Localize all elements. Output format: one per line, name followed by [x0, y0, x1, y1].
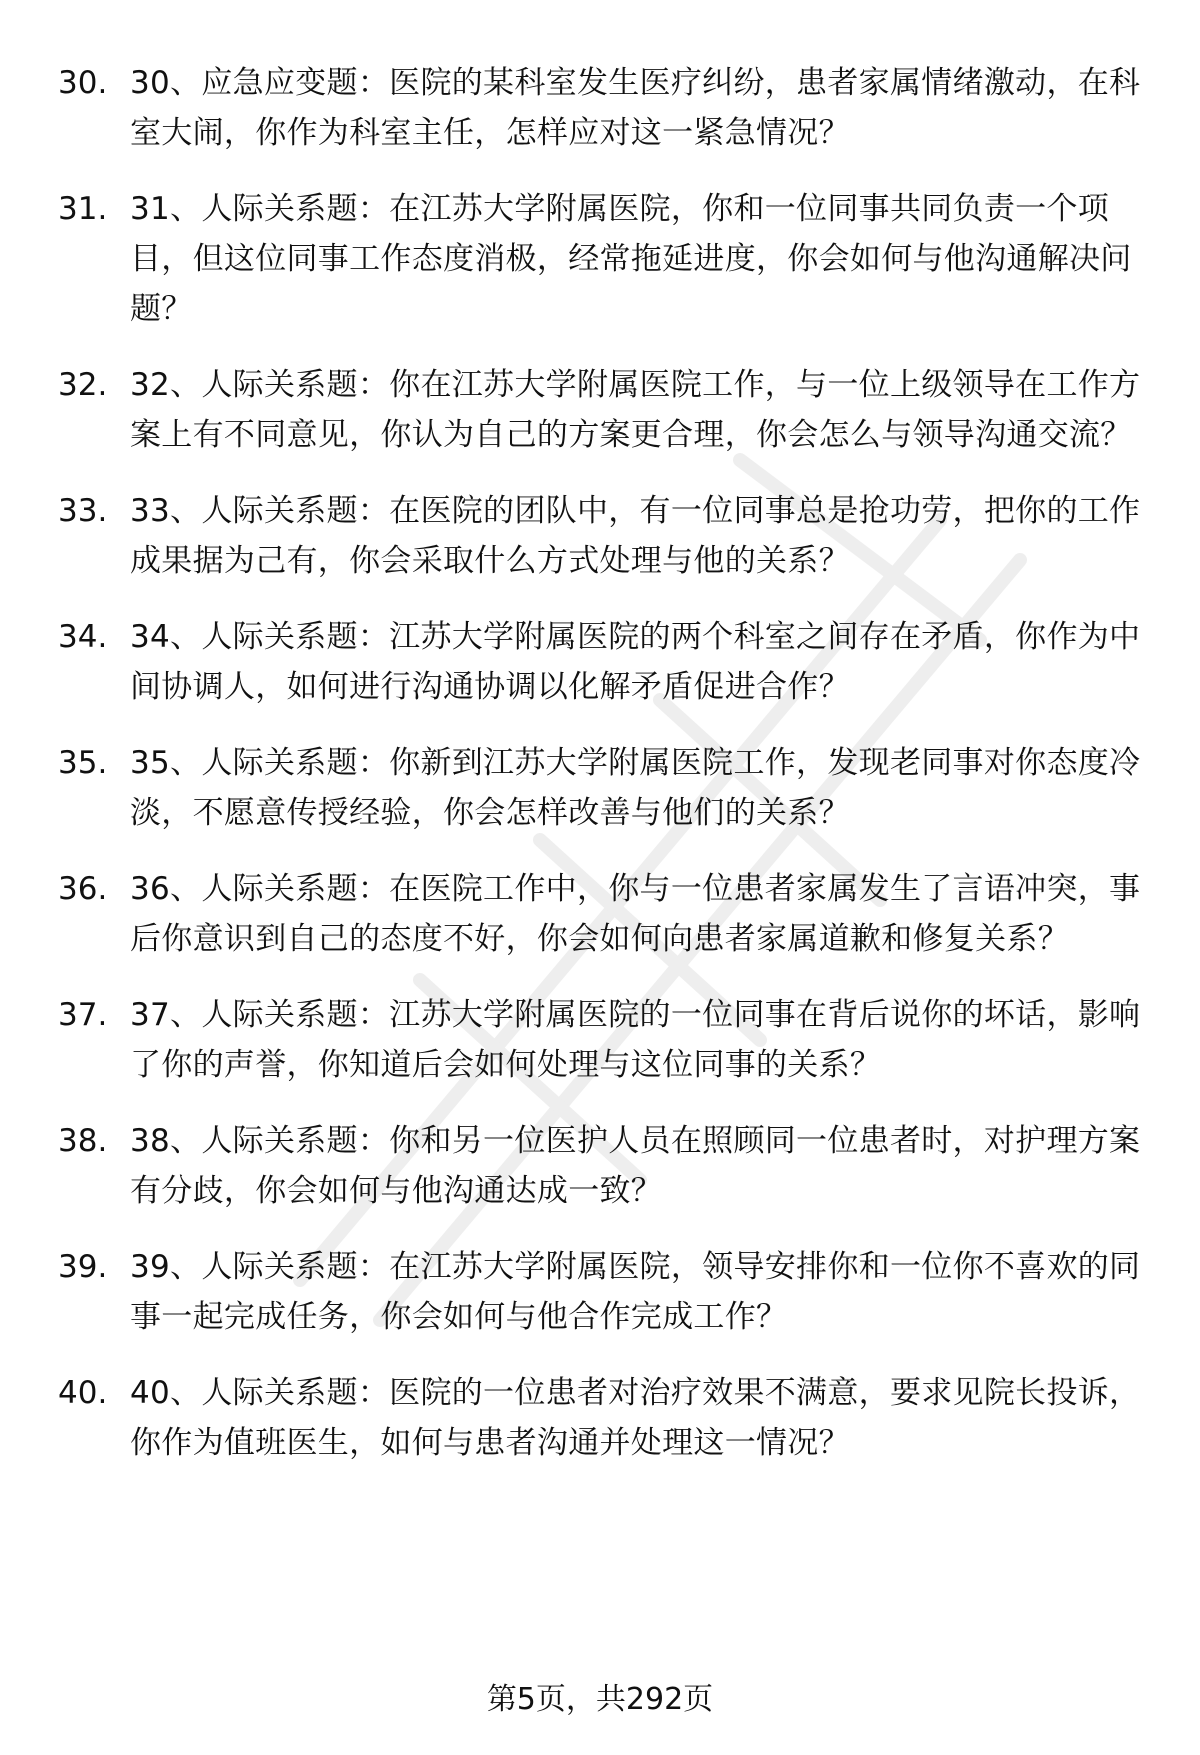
question-number: 34. — [58, 619, 108, 655]
question-item — [58, 864, 1148, 964]
question-text: 37、人际关系题：江苏大学附属医院的一位同事在背后说你的坏话，影响了你的声誉，你知道后会如何处理与这位同事的关系？ — [130, 997, 1141, 1083]
question-number: 40. — [58, 1375, 108, 1411]
question-text: 31、人际关系题：在江苏大学附属医院，你和一位同事共同负责一个项目，但这位同事工作态度消极，经常拖延进度，你会如何与他沟通解决问题？ — [130, 191, 1132, 327]
question-number: 36. — [58, 871, 108, 907]
question-item — [58, 1368, 1148, 1468]
question-number: 35. — [58, 745, 108, 781]
question-item — [58, 738, 1148, 838]
question-item — [58, 486, 1148, 586]
question-item — [58, 360, 1148, 460]
question-item — [58, 1116, 1148, 1216]
question-text: 36、人际关系题：在医院工作中，你与一位患者家属发生了言语冲突，事后你意识到自己的态度不好，你会如何向患者家属道歉和修复关系？ — [130, 871, 1141, 957]
question-item — [58, 1242, 1148, 1342]
question-number: 33. — [58, 493, 108, 529]
question-item — [58, 184, 1148, 334]
question-number: 38. — [58, 1123, 108, 1159]
question-text: 38、人际关系题：你和另一位医护人员在照顾同一位患者时，对护理方案有分歧，你会如何与他沟通达成一致？ — [130, 1123, 1141, 1209]
question-number: 31. — [58, 191, 108, 227]
question-text: 40、人际关系题：医院的一位患者对治疗效果不满意，要求见院长投诉，你作为值班医生，如何与患者沟通并处理这一情况？ — [130, 1375, 1141, 1461]
question-number: 37. — [58, 997, 108, 1033]
question-text: 35、人际关系题：你新到江苏大学附属医院工作，发现老同事对你态度冷淡，不愿意传授经验，你会怎样改善与他们的关系？ — [130, 745, 1141, 831]
question-number: 39. — [58, 1249, 108, 1285]
question-number: 32. — [58, 367, 108, 403]
question-text: 34、人际关系题：江苏大学附属医院的两个科室之间存在矛盾，你作为中间协调人，如何进行沟通协调以化解矛盾促进合作？ — [130, 619, 1141, 705]
question-list — [58, 58, 1148, 1468]
question-item — [58, 990, 1148, 1090]
page-footer: 第5页，共292页 — [486, 1682, 714, 1717]
question-item — [58, 58, 1148, 158]
question-text: 32、人际关系题：你在江苏大学附属医院工作，与一位上级领导在工作方案上有不同意见，你认为自己的方案更合理，你会怎么与领导沟通交流？ — [130, 367, 1141, 453]
question-text: 33、人际关系题：在医院的团队中，有一位同事总是抢功劳，把你的工作成果据为己有，你会采取什么方式处理与他的关系？ — [130, 493, 1141, 579]
question-text: 39、人际关系题：在江苏大学附属医院，领导安排你和一位你不喜欢的同事一起完成任务，你会如何与他合作完成工作？ — [130, 1249, 1141, 1335]
question-item — [58, 612, 1148, 712]
question-text: 30、应急应变题：医院的某科室发生医疗纠纷，患者家属情绪激动，在科室大闹，你作为科室主任，怎样应对这一紧急情况？ — [130, 65, 1141, 151]
question-number: 30. — [58, 65, 108, 101]
